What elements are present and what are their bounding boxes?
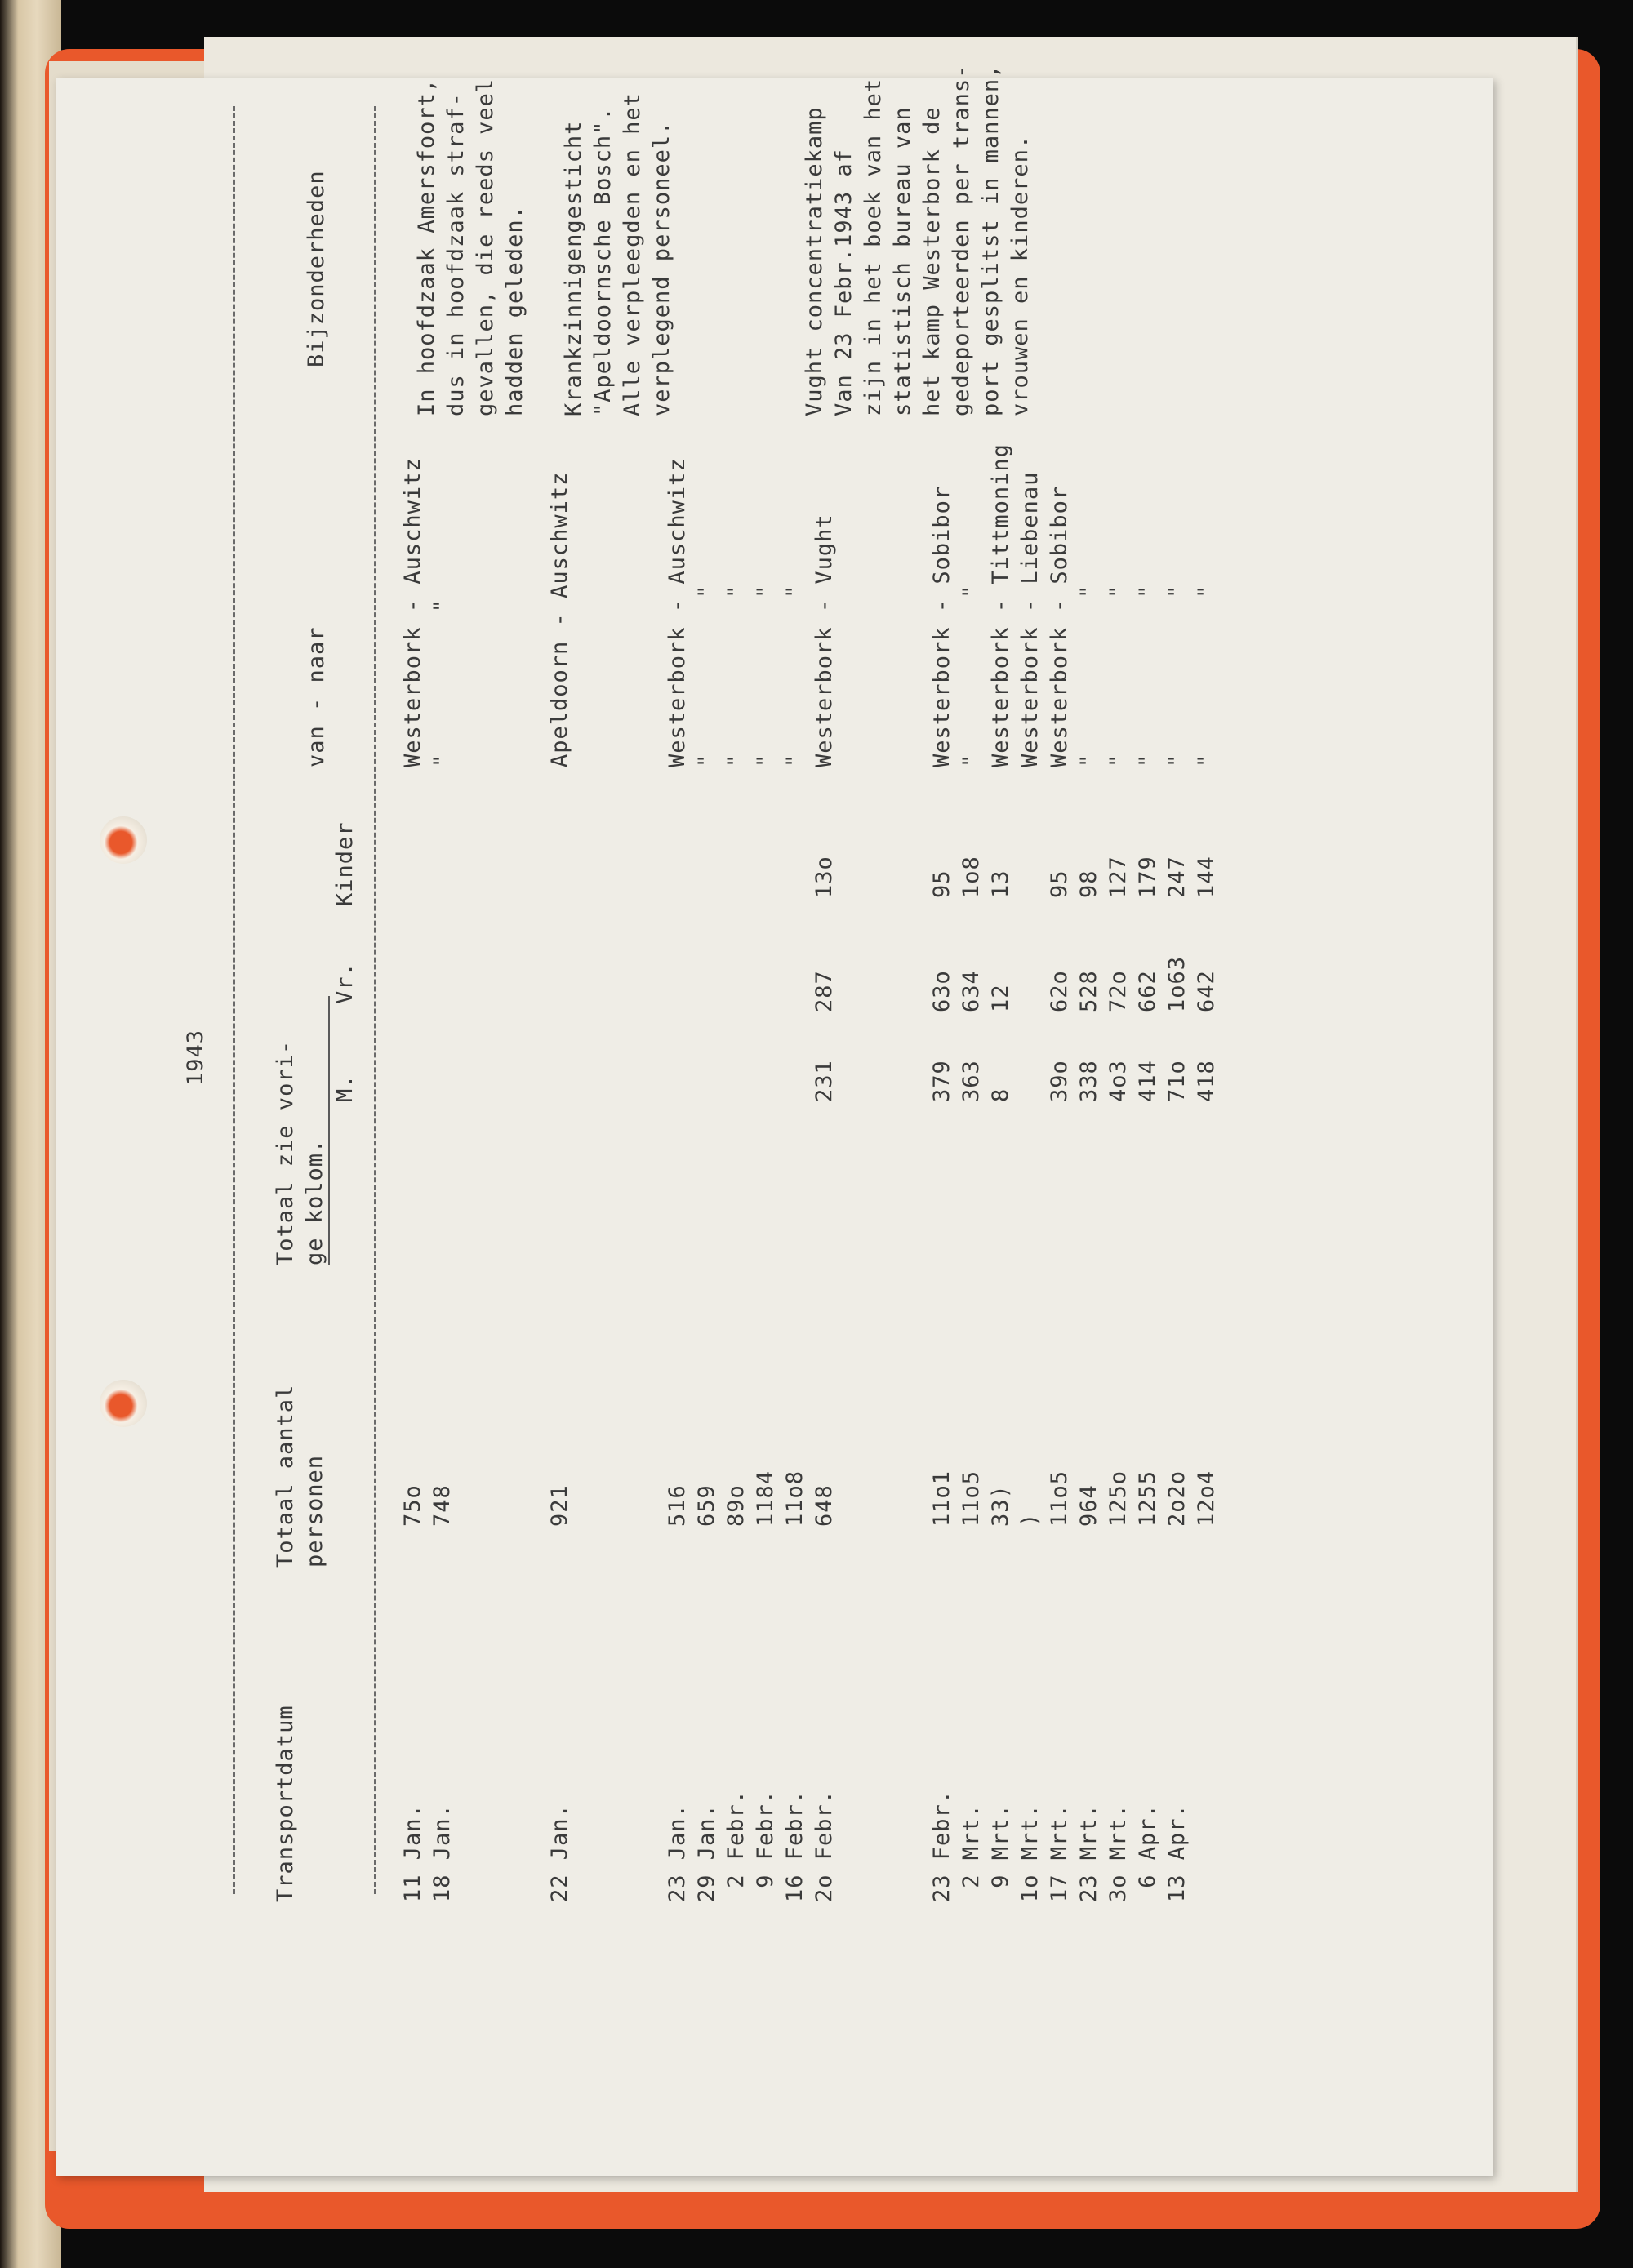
cell-date: 23 Mrt. bbox=[1076, 1803, 1101, 1902]
cell-total: 648 bbox=[812, 1484, 837, 1527]
cell-route: " " bbox=[753, 584, 778, 767]
cell-route: " " bbox=[959, 584, 984, 767]
cell-k: 13o bbox=[812, 856, 837, 898]
cell-total: 89o bbox=[723, 1484, 749, 1527]
cell-vr: 72o bbox=[1106, 970, 1131, 1012]
cell-route: Westerbork - Vught bbox=[812, 514, 837, 767]
cell-vr: 287 bbox=[812, 970, 837, 1012]
cell-total: 75o bbox=[400, 1484, 425, 1527]
cell-k: 127 bbox=[1106, 856, 1131, 898]
header-transportdatum: Transportdatum bbox=[273, 1705, 298, 1902]
cell-m: 338 bbox=[1076, 1060, 1101, 1102]
cell-total: 1184 bbox=[753, 1470, 778, 1527]
cell-m: 8 bbox=[988, 1087, 1013, 1102]
cell-date: 9 Febr. bbox=[753, 1789, 778, 1902]
cell-m: 39o bbox=[1047, 1060, 1072, 1102]
cell-k: 179 bbox=[1135, 856, 1160, 898]
cell-k: 95 bbox=[1047, 869, 1072, 898]
cell-vr: 63o bbox=[929, 970, 954, 1012]
cell-vr: 642 bbox=[1194, 970, 1219, 1012]
cell-route: Westerbork - Auschwitz bbox=[400, 457, 425, 767]
cell-route: " " bbox=[429, 598, 455, 767]
cell-vr: 528 bbox=[1076, 970, 1101, 1012]
cell-total: 11o8 bbox=[782, 1470, 808, 1527]
cell-total: 12o4 bbox=[1194, 1470, 1219, 1527]
cell-m: 363 bbox=[959, 1060, 984, 1102]
header-bijzonderheden: Bijzonderheden bbox=[304, 170, 329, 367]
cell-vr: 1o63 bbox=[1164, 955, 1190, 1012]
cell-route: Westerbork - Liebenau bbox=[1017, 471, 1043, 767]
header-kinder: Kinder bbox=[332, 821, 358, 906]
cell-total: 2o2o bbox=[1164, 1470, 1190, 1527]
cell-route: Westerbork - Tittmoning bbox=[988, 443, 1013, 767]
cell-total: 748 bbox=[429, 1484, 455, 1527]
cell-route: " " bbox=[1076, 584, 1101, 767]
cell-date: 2o Febr. bbox=[812, 1789, 837, 1902]
cell-vr: 12 bbox=[988, 984, 1013, 1012]
cell-m: 231 bbox=[812, 1060, 837, 1102]
cell-total: 11o5 bbox=[1047, 1470, 1072, 1527]
cell-k: 144 bbox=[1194, 856, 1219, 898]
note-amersfoort: In hoofdzaak Amersfoort, dus in hoofdzaak straf- gevallen, die reeds veel hadden geleden. bbox=[414, 78, 527, 416]
cell-date: 29 Jan. bbox=[694, 1803, 719, 1902]
cell-date: 1o Mrt. bbox=[1017, 1803, 1043, 1902]
header-underline bbox=[328, 996, 330, 1265]
cell-route: " " bbox=[723, 584, 749, 767]
cell-route: Westerbork - Sobibor bbox=[1047, 485, 1072, 767]
cell-k: 98 bbox=[1076, 869, 1101, 898]
cell-date: 11 Jan. bbox=[400, 1803, 425, 1902]
header-vr: Vr. bbox=[332, 962, 358, 1004]
header-van-naar: van - naar bbox=[304, 626, 329, 767]
cell-date: 9 Mrt. bbox=[988, 1803, 1013, 1902]
cell-k: 95 bbox=[929, 869, 954, 898]
cell-total: 921 bbox=[547, 1484, 572, 1527]
cell-date: 22 Jan. bbox=[547, 1803, 572, 1902]
cell-route: " " bbox=[1106, 584, 1131, 767]
note-apeldoorn: Krankzinnigengesticht "Apeldoornsche Bosch". Alle verpleegden en het verplegend personeel. bbox=[561, 92, 674, 416]
cell-total: ) bbox=[1017, 1512, 1043, 1527]
cell-date: 2 Mrt. bbox=[959, 1803, 984, 1902]
year-heading: 1943 bbox=[183, 1029, 208, 1086]
cell-route: " " bbox=[1194, 584, 1219, 767]
cell-k: 13 bbox=[988, 869, 1013, 898]
cell-total: 1255 bbox=[1135, 1470, 1160, 1527]
note-vught: Vught concentratiekamp Van 23 Febr.1943 af zijn in het boek van het statistisch bureau van het kamp Westerbork de gedeporteerden per trans- port gesplitst in mannen, vrouwen en kinderen. bbox=[802, 64, 1033, 416]
header-m: M. bbox=[332, 1074, 358, 1102]
cell-vr: 634 bbox=[959, 970, 984, 1012]
cell-total: 11o1 bbox=[929, 1470, 954, 1527]
cell-route: Westerbork - Auschwitz bbox=[665, 457, 690, 767]
cell-date: 23 Febr. bbox=[929, 1789, 954, 1902]
cell-date: 18 Jan. bbox=[429, 1803, 455, 1902]
cell-route: " " bbox=[1164, 584, 1190, 767]
cell-m: 71o bbox=[1164, 1060, 1190, 1102]
cell-total: 964 bbox=[1076, 1484, 1101, 1527]
cell-total: 659 bbox=[694, 1484, 719, 1527]
cell-vr: 62o bbox=[1047, 970, 1072, 1012]
cell-total: 33) bbox=[988, 1484, 1013, 1527]
cell-m: 379 bbox=[929, 1060, 954, 1102]
cell-date: 2 Febr. bbox=[723, 1789, 749, 1902]
cell-date: 16 Febr. bbox=[782, 1789, 808, 1902]
cell-route: " " bbox=[1135, 584, 1160, 767]
cell-date: 6 Apr. bbox=[1135, 1803, 1160, 1902]
cell-route: Westerbork - Sobibor bbox=[929, 485, 954, 767]
cell-date: 3o Mrt. bbox=[1106, 1803, 1131, 1902]
header-totaal-aantal: Totaal aantal personen bbox=[273, 1384, 327, 1568]
cell-m: 4o3 bbox=[1106, 1060, 1131, 1102]
cell-route: " " bbox=[782, 584, 808, 767]
cell-route: " " bbox=[694, 584, 719, 767]
cell-date: 17 Mrt. bbox=[1047, 1803, 1072, 1902]
header-totaal-zie: Totaal zie vori- ge kolom. bbox=[273, 1039, 327, 1265]
cell-k: 247 bbox=[1164, 856, 1190, 898]
cell-k: 1o8 bbox=[959, 856, 984, 898]
cell-total: 125o bbox=[1106, 1470, 1131, 1527]
cell-total: 516 bbox=[665, 1484, 690, 1527]
top-dashed-rule bbox=[233, 106, 235, 1894]
cell-date: 23 Jan. bbox=[665, 1803, 690, 1902]
cell-m: 418 bbox=[1194, 1060, 1219, 1102]
cell-route: Apeldoorn - Auschwitz bbox=[547, 471, 572, 767]
cell-date: 13 Apr. bbox=[1164, 1803, 1190, 1902]
cell-m: 414 bbox=[1135, 1060, 1160, 1102]
header-dashed-rule bbox=[374, 106, 376, 1894]
cell-total: 11o5 bbox=[959, 1470, 984, 1527]
cell-vr: 662 bbox=[1135, 970, 1160, 1012]
